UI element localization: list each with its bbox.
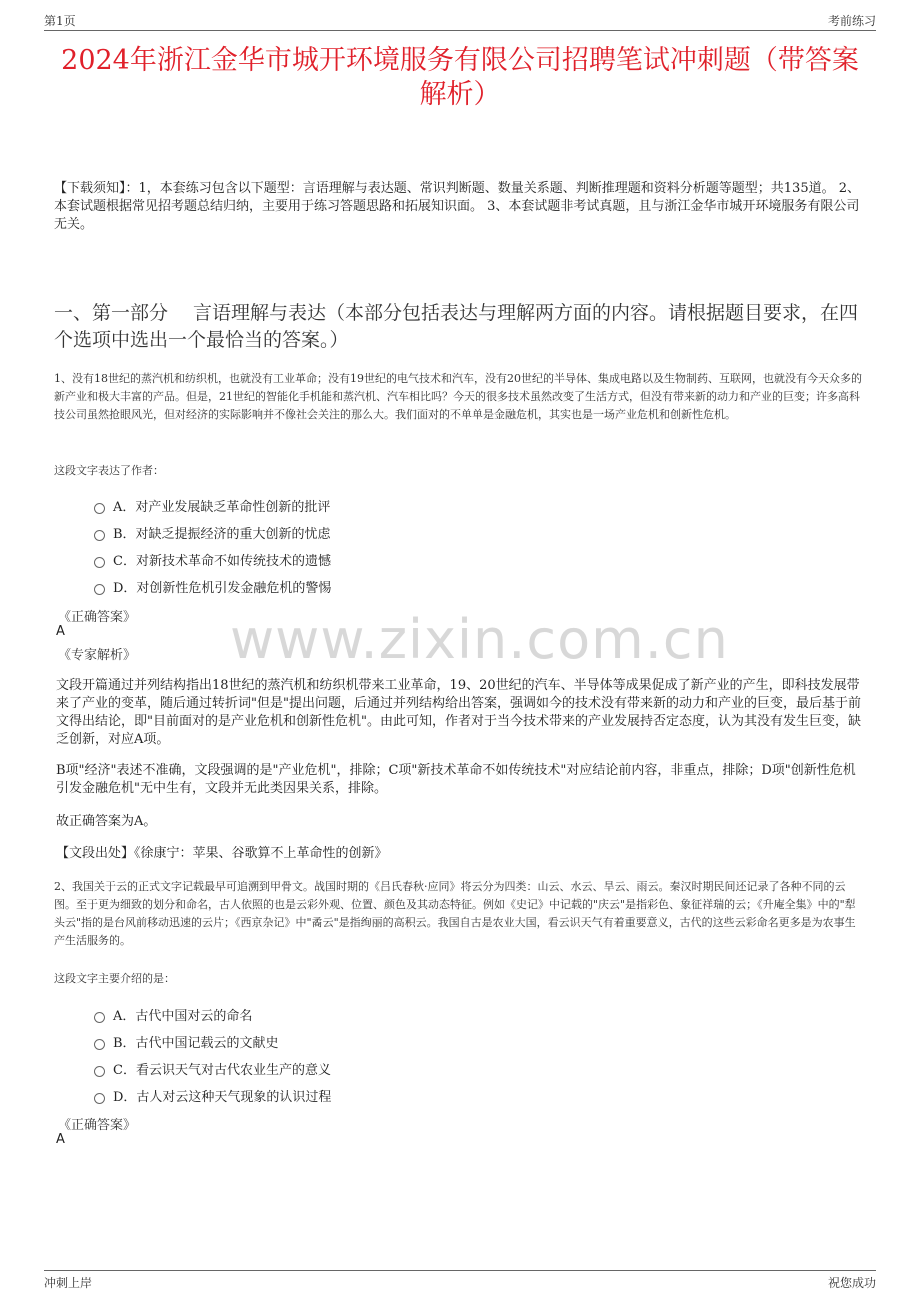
option-label: B．对缺乏提振经济的重大创新的忧虑 [113,527,331,542]
option-label: C．对新技术革命不如传统技术的遗憾 [113,554,331,569]
page-header [44,12,876,31]
page-number: 第1页 [44,14,76,28]
header-label: 考前练习 [827,14,876,28]
option-label: C．看云识天气对古代农业生产的意义 [113,1063,331,1078]
option-label: B．古代中国记载云的文献史 [113,1036,279,1051]
analysis-conclusion: 故正确答案为A。 [56,814,157,829]
option-b[interactable] [94,519,331,546]
radio-icon[interactable] [94,1093,105,1104]
radio-icon[interactable] [94,584,105,595]
footer-right: 祝您成功 [827,1276,876,1290]
analysis-paragraph: 文段开篇通过并列结构指出18世纪的蒸汽机和纺织机带来工业革命，19、20世纪的汽车、半导体等成果促成了新产业的产生，即科技发展带来了产业的变革，随后通过转折词"但是"提出问题，后通过并列结构给出答案，强调如今的技术没有带来新的动力和产业的巨变，最后基于前文得出结论，即"目前面对的是产业危机和创新性危机"。由此可知，作者对于当今技术带来的产业发展持否定态度，认为其没有发生巨变，缺乏创新，对应A项。 [56,678,861,747]
watermark: www.zixin.com.cn [230,608,729,671]
document-title: 2024年浙江金华市城开环境服务有限公司招聘笔试冲刺题（带答案解析） [61,45,859,110]
option-c[interactable] [94,1055,331,1082]
answer-value: A [56,624,65,639]
question-1-text: 1、没有18世纪的蒸汽机和纺织机，也就没有工业革命；没有19世纪的电气技术和汽车，没有20世纪的半导体、集成电路以及生物制药、互联网，也就没有今天众多的新产业和极大丰富的产品。但是，21世纪的智能化手机能和蒸汽机、汽车相比吗？今天的很多技术虽然改变了生活方式，但没有带来新的动力和产业的巨变；许多高科技公司虽然抢眼风光，但对经济的实际影响并不像社会关注的那么大。我们面对的不单单是金融危机，其实也是一场产业危机和创新性危机。 [54,372,862,421]
option-d[interactable] [94,1082,331,1109]
option-label: A．古代中国对云的命名 [113,1009,253,1024]
question-1-options [94,492,331,600]
radio-icon[interactable] [94,503,105,514]
radio-icon[interactable] [94,1039,105,1050]
option-label: D．古人对云这种天气现象的认识过程 [113,1090,332,1105]
answer-value: A [56,1132,65,1147]
option-a[interactable] [94,1001,331,1028]
analysis-source: 【文段出处】《徐康宁：苹果、谷歌算不上革命性的创新》 [56,846,388,861]
page-footer [44,1270,876,1292]
question-2-options [94,1001,331,1109]
option-a[interactable] [94,492,331,519]
answer-label: 《正确答案》 [58,610,137,625]
option-b[interactable] [94,1028,331,1055]
radio-icon[interactable] [94,557,105,568]
question-2-prompt: 这段文字主要介绍的是： [54,972,175,985]
analysis-paragraph: B项"经济"表述不准确，文段强调的是"产业危机"，排除；C项"新技术革命不如传统技术"对应结论前内容，非重点，排除；D项"创新性危机引发金融危机"无中生有，文段并无此类因果关系，排除。 [56,763,856,796]
question-2-text: 2、我国关于云的正式文字记载最早可追溯到甲骨文。战国时期的《吕氏春秋·应同》将云分为四类：山云、水云、旱云、雨云。秦汉时期民间还记录了各种不同的云图。至于更为细致的划分和命名，古人依照的也是云彩外观、位置、颜色及其动态特征。例如《史记》中记载的"庆云"是指彩色、象征祥瑞的云；《升庵全集》中的"犁头云"指的是台风前移动迅速的云片；《西京杂记》中"矞云"是指绚丽的高积云。我国自古是农业大国，看云识天气有着重要意义，古代的这些云彩命名更多是为农事生产生活服务的。 [54,880,856,947]
option-d[interactable] [94,573,331,600]
option-label: D．对创新性危机引发金融危机的警惕 [113,581,332,596]
download-notice: 【下载须知】：1，本套练习包含以下题型：言语理解与表达题、常识判断题、数量关系题、判断推理题和资料分析题等题型；共135道。 2、本套试题根据常见招考题总结归纳，主要用于练习答题思路和拓展知识面。 3、本套试题非考试真题，且与浙江金华市城开环境服务有限公司无关。 [54,181,860,232]
radio-icon[interactable] [94,1012,105,1023]
radio-icon[interactable] [94,1066,105,1077]
section-title: 一、第一部分 言语理解与表达（本部分包括表达与理解两方面的内容。请根据题目要求，在四个选项中选出一个最恰当的答案。） [54,302,859,351]
option-c[interactable] [94,546,331,573]
option-label: A．对产业发展缺乏革命性创新的批评 [113,500,331,515]
radio-icon[interactable] [94,530,105,541]
answer-label: 《正确答案》 [58,1118,137,1133]
footer-left: 冲刺上岸 [44,1276,93,1290]
analysis-label: 《专家解析》 [58,648,137,663]
question-1-prompt: 这段文字表达了作者： [54,464,164,477]
